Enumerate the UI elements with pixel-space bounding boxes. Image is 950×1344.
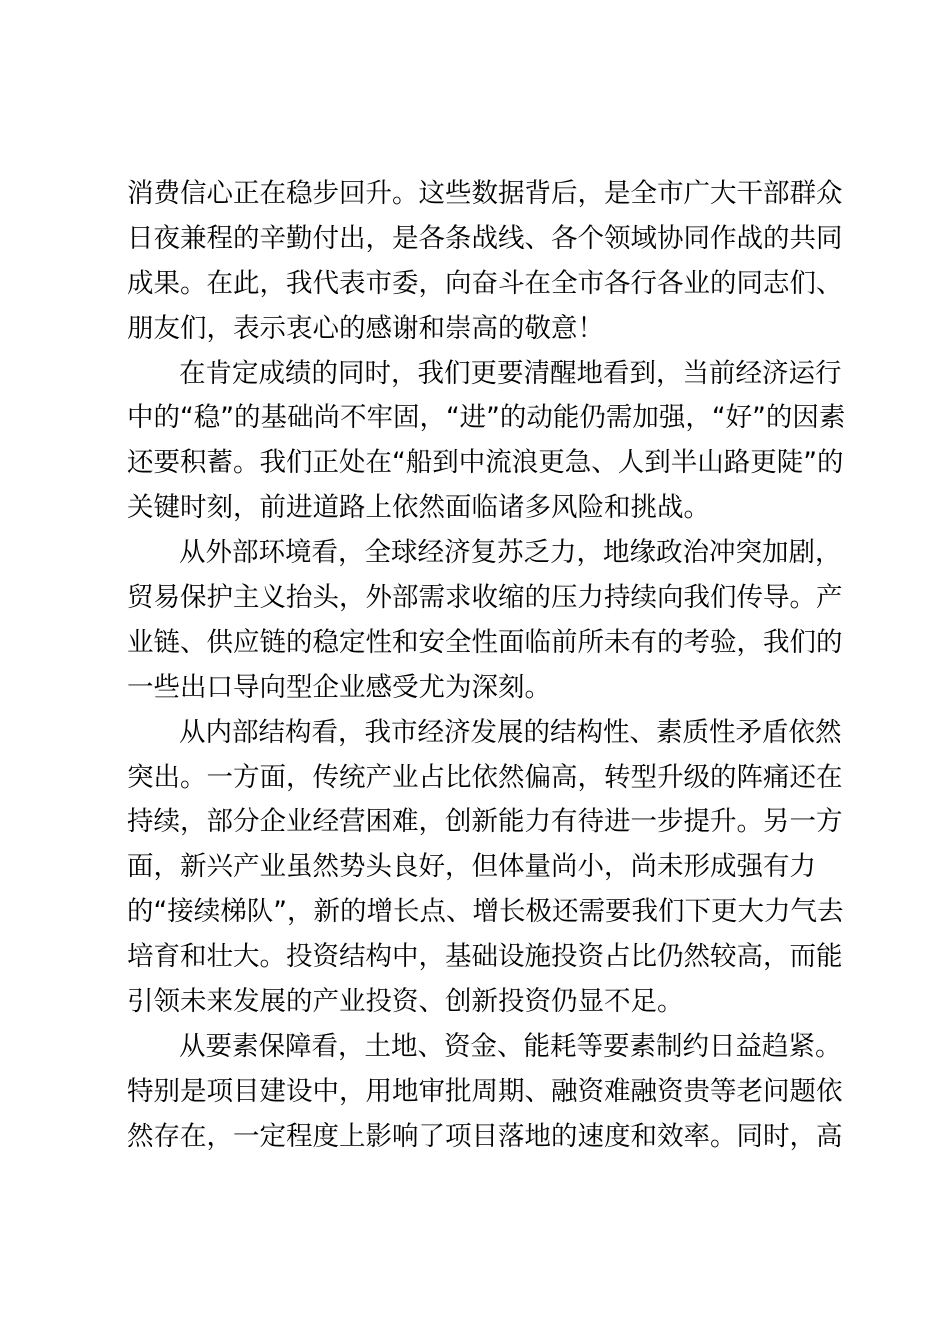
text-line: 面，新兴产业虽然势头良好，但体量尚小，尚未形成强有力 (127, 851, 816, 883)
text-line: 一些出口导向型企业感受尤为深刻。 (127, 671, 551, 703)
paragraph-first-line: 从要素保障看，土地、资金、能耗等要素制约日益趋紧。 (179, 1030, 842, 1062)
paragraph-first-line: 在肯定成绩的同时，我们更要清醒地看到，当前经济运行 (179, 357, 842, 389)
text-line: 突出。一方面，传统产业占比依然偏高，转型升级的阵痛还在 (127, 761, 843, 793)
text-line: 的“接续梯队”，新的增长点、增长极还需要我们下更大力气去 (127, 896, 844, 928)
paragraph-first-line: 从外部环境看，全球经济复苏乏力，地缘政治冲突加剧， (179, 537, 842, 569)
text-line: 引领未来发展的产业投资、创新投资仍显不足。 (127, 986, 684, 1018)
text-line: 关键时刻，前进道路上依然面临诸多风险和挑战。 (127, 492, 710, 524)
text-line: 消费信心正在稳步回升。这些数据背后，是全市广大干部群众 (127, 178, 843, 209)
text-line: 朋友们，表示衷心的感谢和崇高的敬意！ (127, 312, 604, 344)
text-line: 还要积蓄。我们正处在“船到中流浪更急、人到半山路更陡”的 (127, 447, 844, 479)
text-line: 中的“稳”的基础尚不牢固，“进”的动能仍需加强，“好”的因素 (127, 402, 846, 434)
paragraph-first-line: 从内部结构看，我市经济发展的结构性、素质性矛盾依然 (179, 716, 842, 748)
text-line: 日夜兼程的辛勤付出，是各条战线、各个领域协同作战的共同 (127, 222, 843, 254)
text-line: 贸易保护主义抬头，外部需求收缩的压力持续向我们传导。产 (127, 582, 843, 614)
text-line: 然存在，一定程度上影响了项目落地的速度和效率。同时，高 (127, 1120, 843, 1152)
text-line: 业链、供应链的稳定性和安全性面临前所未有的考验，我们的 (127, 626, 843, 658)
body-text (127, 172, 846, 1160)
text-line: 持续，部分企业经营困难，创新能力有待进一步提升。另一方 (127, 806, 843, 838)
text-line: 特别是项目建设中，用地审批周期、融资难融资贵等老问题依 (127, 1075, 843, 1107)
text-line: 培育和壮大。投资结构中，基础设施投资占比仍然较高，而能 (127, 941, 843, 973)
text-line: 成果。在此，我代表市委，向奋斗在全市各行各业的同志们、 (127, 267, 843, 299)
